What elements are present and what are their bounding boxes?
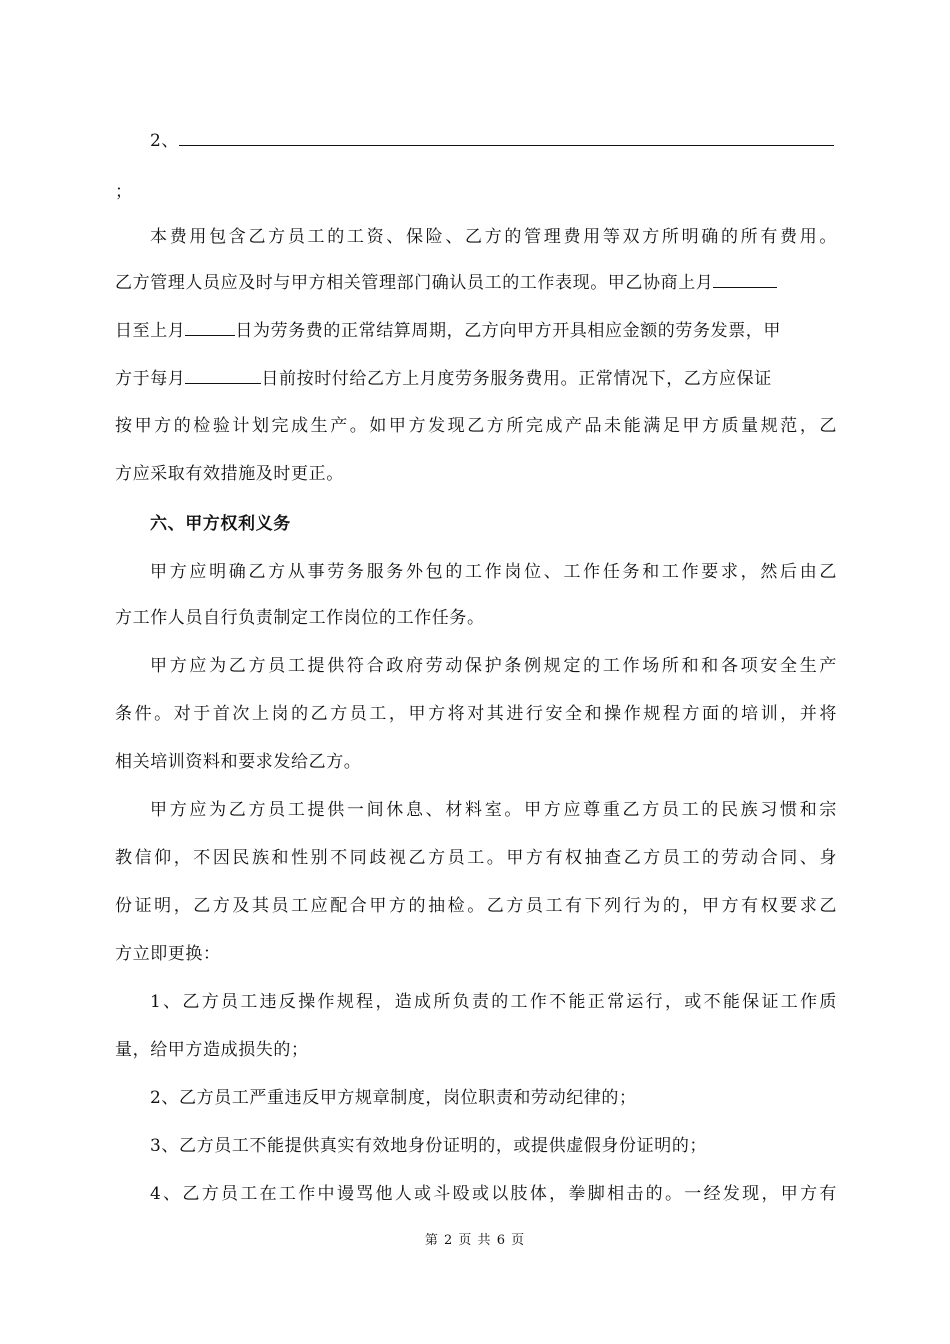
para1-line4-post: 日前按时付给乙方上月度劳务服务费用。正常情况下，乙方应保证 (261, 369, 772, 389)
list-item-1-line1: 1、乙方员工违反操作规程，造成所负责的工作不能正常运行，或不能保证工作质 (150, 992, 837, 1012)
section-6-heading: 六、甲方权利义务 (150, 514, 291, 534)
para1-line3-pre: 日至上月 (115, 321, 186, 341)
para4-line4: 方立即更换： (115, 944, 221, 964)
para4-line3: 份证明，乙方及其员工应配合甲方的抽检。乙方员工有下列行为的，甲方有权要求乙 (115, 896, 837, 916)
blank-item-2 (150, 128, 837, 153)
page-footer: 第 2 页 共 6 页 (424, 1233, 526, 1248)
para1-line3-post: 日为劳务费的正常结算周期，乙方向甲方开具相应金额的劳务发票，甲 (235, 321, 782, 341)
para1-line2 (115, 270, 837, 295)
blank-start-day (713, 270, 777, 288)
para1-line5: 按甲方的检验计划完成生产。如甲方发现乙方所完成产品未能满足甲方质量规范，乙 (115, 416, 837, 436)
list-item-1-line2: 量，给甲方造成损失的； (115, 1040, 309, 1060)
para3-line3: 相关培训资料和要求发给乙方。 (115, 752, 362, 772)
para1-line1: 本费用包含乙方员工的工资、保险、乙方的管理费用等双方所明确的所有费用。 (150, 227, 837, 247)
para1-line3 (115, 318, 837, 343)
para1-line6: 方应采取有效措施及时更正。 (115, 464, 344, 484)
para2-line2: 方工作人员自行负责制定工作岗位的工作任务。 (115, 608, 485, 628)
blank-payment-day (185, 366, 261, 384)
fill-in-blank-line (179, 128, 834, 146)
para4-line1: 甲方应为乙方员工提供一间休息、材料室。甲方应尊重乙方员工的民族习惯和宗 (150, 800, 837, 820)
blank-item-2-label: 2、 (150, 131, 180, 151)
para3-line1: 甲方应为乙方员工提供符合政府劳动保护条例规定的工作场所和和各项安全生产 (150, 656, 837, 676)
para1-line4 (115, 366, 837, 391)
list-item-3: 3、乙方员工不能提供真实有效地身份证明的，或提供虚假身份证明的； (150, 1136, 708, 1156)
para4-line2: 教信仰，不因民族和性别不同歧视乙方员工。甲方有权抽查乙方员工的劳动合同、身 (115, 848, 837, 868)
para1-line2-text: 乙方管理人员应及时与甲方相关管理部门确认员工的工作表现。甲乙协商上月 (115, 273, 714, 293)
semicolon-line (115, 180, 837, 204)
list-item-2: 2、乙方员工严重违反甲方规章制度，岗位职责和劳动纪律的； (150, 1088, 637, 1108)
blank-end-day (185, 318, 235, 336)
para3-line2: 条件。对于首次上岗的乙方员工，甲方将对其进行安全和操作规程方面的培训，并将 (115, 704, 837, 724)
semicolon: ； (115, 182, 133, 202)
para1-line4-pre: 方于每月 (115, 369, 186, 389)
para2-line1: 甲方应明确乙方从事劳务服务外包的工作岗位、工作任务和工作要求，然后由乙 (150, 562, 837, 582)
list-item-4: 4、乙方员工在工作中谩骂他人或斗殴或以肢体，拳脚相击的。一经发现，甲方有 (150, 1184, 837, 1204)
